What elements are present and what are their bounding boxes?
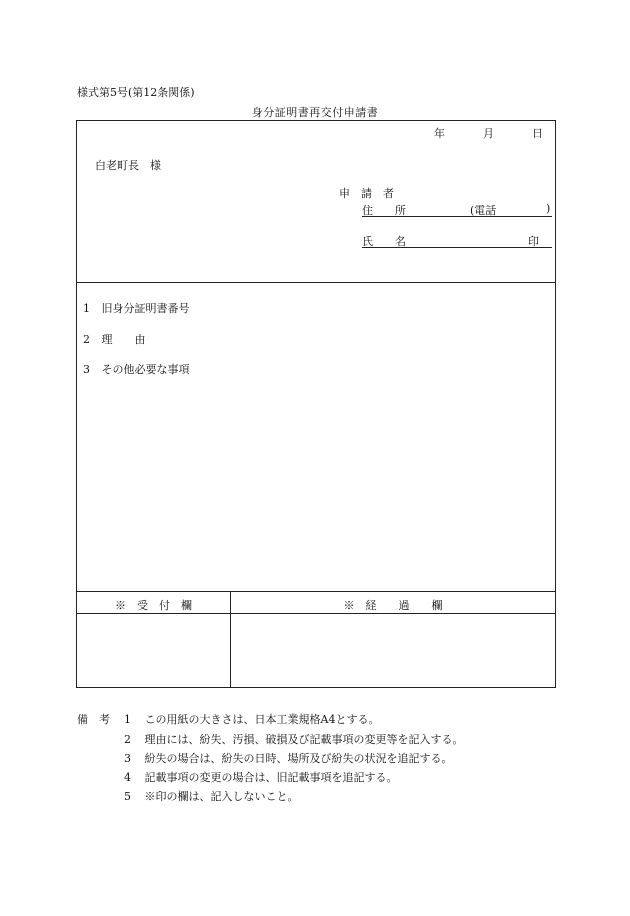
reception-cell[interactable] (78, 614, 229, 688)
name-label: 氏 名 (362, 235, 406, 248)
addressee: 白老町長 様 (95, 159, 161, 172)
note-5 (124, 788, 299, 804)
item-3 (83, 361, 190, 377)
note-5-text: ※印の欄は、記入しないこと。 (144, 790, 299, 803)
phone-open: (電話 (470, 204, 497, 217)
item-2 (83, 331, 146, 347)
item-1-number: 1 (83, 302, 90, 315)
date-month-label: 月 (483, 127, 494, 140)
address-field[interactable] (362, 202, 552, 217)
note-3-text: 紛失の場合は、紛失の日時、場所及び紛失の状況を追記する。 (144, 752, 453, 765)
form-title: 身分証明書再交付申請書 (251, 106, 379, 119)
item-1 (83, 300, 190, 316)
note-1 (124, 711, 379, 727)
note-4 (124, 769, 398, 785)
section-divider (77, 282, 555, 283)
office-use-top-line (77, 591, 555, 592)
item-3-number: 3 (83, 363, 90, 376)
reception-column-header: ※ 受 付 欄 (115, 599, 192, 612)
name-field[interactable] (362, 233, 552, 248)
item-1-label: 旧身分証明書番号 (101, 302, 190, 315)
applicant-heading: 申 請 者 (339, 187, 394, 200)
notes-heading: 備 考 (77, 713, 110, 726)
note-4-text: 記載事項の変更の場合は、旧記載事項を追記する。 (144, 771, 398, 784)
address-label: 住 所 (362, 204, 406, 217)
item-3-label: その他必要な事項 (101, 363, 190, 376)
progress-cell[interactable] (232, 614, 555, 688)
item-2-number: 2 (83, 333, 90, 346)
phone-close: ) (546, 202, 551, 215)
note-4-number: 4 (124, 771, 131, 784)
date-day-label: 日 (532, 127, 543, 140)
note-2-number: 2 (124, 733, 131, 746)
progress-column-header: ※ 経 過 欄 (343, 599, 443, 612)
note-2-text: 理由には、紛失、汚損、破損及び記載事項の変更等を記入する。 (144, 733, 464, 746)
form-number: 様式第5号(第12条関係) (77, 86, 195, 99)
note-3-number: 3 (124, 752, 131, 765)
note-5-number: 5 (124, 790, 131, 803)
seal-mark: 印 (528, 235, 539, 248)
note-1-text: この用紙の大きさは、日本工業規格A4とする。 (144, 713, 380, 726)
note-2 (124, 731, 464, 747)
date-year-label: 年 (434, 127, 445, 140)
item-2-label: 理 由 (101, 333, 146, 346)
application-form (76, 120, 556, 688)
note-3 (124, 750, 453, 766)
note-1-number: 1 (124, 713, 131, 726)
